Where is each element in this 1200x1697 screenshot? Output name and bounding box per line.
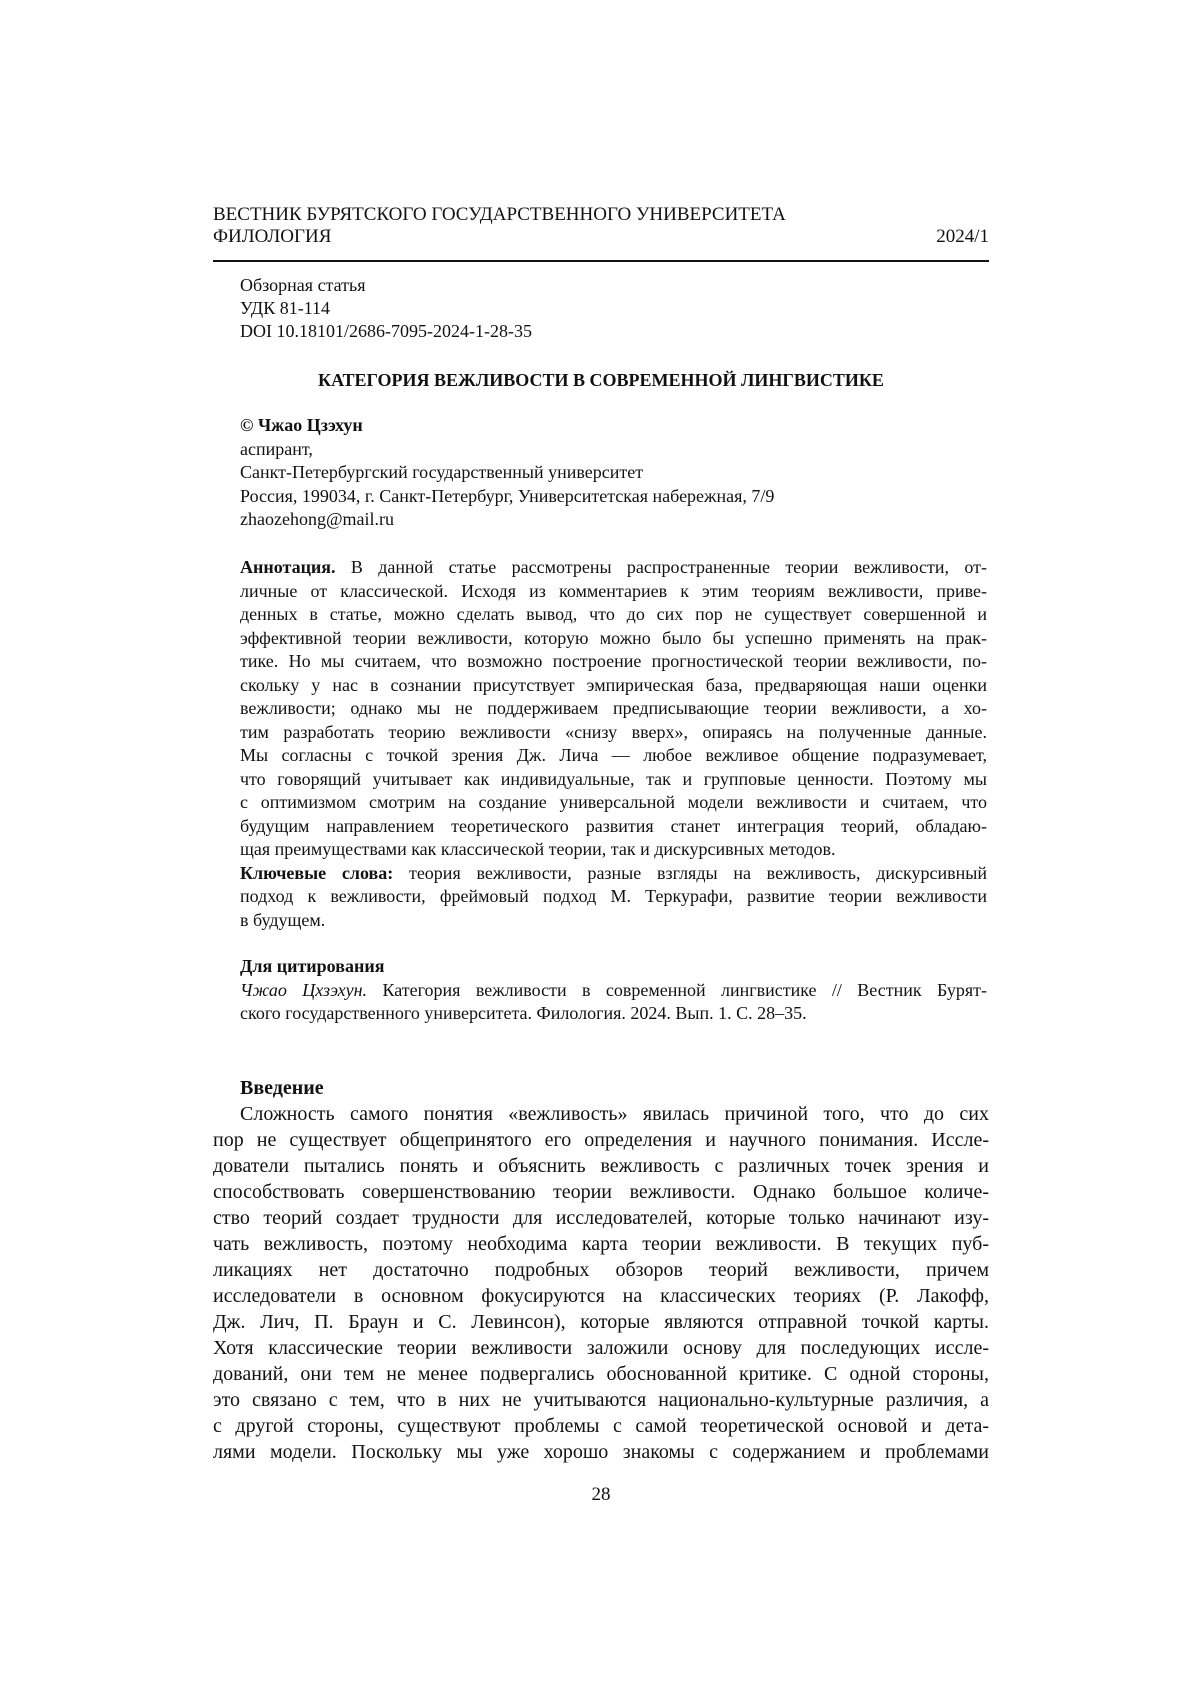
body-line: дователи пытались понять и объяснить вежливость с различных точек зрения и bbox=[213, 1153, 989, 1179]
abstract-line: вежливости; однако мы не поддерживаем предписывающие теории вежливости, а хо- bbox=[240, 697, 987, 721]
author-position: аспирант, bbox=[240, 438, 774, 462]
doi: DOI 10.18101/2686-7095-2024-1-28-35 bbox=[240, 320, 532, 343]
journal-page bbox=[0, 0, 1200, 1697]
body-line: лями модели. Поскольку мы уже хорошо знакомы с содержанием и проблемами bbox=[213, 1439, 989, 1465]
keywords-label: Ключевые слова: bbox=[240, 863, 393, 883]
abstract-line: скольку у нас в сознании присутствует эмпирическая база, предваряющая наши оценки bbox=[240, 674, 987, 698]
article-type: Обзорная статья bbox=[240, 274, 532, 297]
header-rule bbox=[213, 260, 989, 262]
body-line: способствовать совершенствованию теории вежливости. Однако большое количе- bbox=[213, 1179, 989, 1205]
author-address: Россия, 199034, г. Санкт-Петербург, Университетская набережная, 7/9 bbox=[240, 485, 774, 509]
citation-heading: Для цитирования bbox=[240, 955, 987, 979]
abstract-line: денных в статье, можно сделать вывод, что до сих пор не существует совершенной и bbox=[240, 603, 987, 627]
keywords-line: подход к вежливости, фреймовый подход М. Теркурафи, развитие теории вежливости bbox=[240, 885, 987, 909]
author-name: © Чжао Цзэхун bbox=[240, 414, 774, 438]
abstract-line: личные от классической. Исходя из комментариев к этим теориям вежливости, приве- bbox=[240, 580, 987, 604]
body-line: ство теорий создает трудности для исследователей, которые только начинают изу- bbox=[213, 1205, 989, 1231]
abstract-line: эффективной теории вежливости, которую можно было бы успешно применять на прак- bbox=[240, 627, 987, 651]
abstract-line: что говорящий учитывает как индивидуальные, так и групповые ценности. Поэтому мы bbox=[240, 768, 987, 792]
abstract-line: с оптимизмом смотрим на создание универсальной модели вежливости и считаем, что bbox=[240, 791, 987, 815]
citation-line: ского государственного университета. Филология. 2024. Вып. 1. С. 28–35. bbox=[240, 1002, 987, 1026]
citation-author: Чжао Цхзэхун. bbox=[240, 980, 367, 1000]
introduction-section bbox=[213, 1075, 989, 1465]
abstract-label: Аннотация. bbox=[240, 557, 336, 577]
running-head bbox=[213, 204, 989, 248]
author-block bbox=[240, 414, 774, 532]
author-email[interactable]: zhaozehong@mail.ru bbox=[240, 508, 774, 532]
body-line: с другой стороны, существуют проблемы с самой теоретической основой и дета- bbox=[213, 1413, 989, 1439]
article-meta bbox=[240, 274, 532, 343]
body-line: ликациях нет достаточно подробных обзоров теорий вежливости, причем bbox=[213, 1257, 989, 1283]
abstract-line: будущим направлением теоретического развития станет интеграция теорий, обладаю- bbox=[240, 815, 987, 839]
issue-number: 2024/1 bbox=[936, 226, 989, 248]
body-line: Хотя классические теории вежливости заложили основу для последующих иссле- bbox=[213, 1335, 989, 1361]
citation-line: Чжао Цхзэхун. Категория вежливости в современной лингвистике // Вестник Бурят- bbox=[240, 979, 987, 1003]
abstract-block bbox=[240, 556, 987, 932]
abstract-line: Аннотация. В данной статье рассмотрены распространенные теории вежливости, от- bbox=[240, 556, 987, 580]
abstract-line: тике. Но мы считаем, что возможно построение прогностической теории вежливости, по- bbox=[240, 650, 987, 674]
body-line: исследователи в основном фокусируются на классических теориях (Р. Лакофф, bbox=[213, 1283, 989, 1309]
abstract-line: щая преимуществами как классической теории, так и дискурсивных методов. bbox=[240, 838, 987, 862]
body-line: чать вежливость, поэтому необходима карта теории вежливости. В текущих пуб- bbox=[213, 1231, 989, 1257]
body-line: дований, они тем не менее подвергались обоснованной критике. С одной стороны, bbox=[213, 1361, 989, 1387]
article-title: КАТЕГОРИЯ ВЕЖЛИВОСТИ В СОВРЕМЕННОЙ ЛИНГВИСТИКЕ bbox=[213, 369, 989, 391]
intro-heading: Введение bbox=[213, 1075, 989, 1101]
abstract-line: тим разработать теорию вежливости «снизу вверх», опираясь на полученные данные. bbox=[240, 721, 987, 745]
journal-section: ФИЛОЛОГИЯ bbox=[213, 226, 331, 248]
udc-code: УДК 81-114 bbox=[240, 297, 532, 320]
abstract-line: Мы согласны с точкой зрения Дж. Лича — любое вежливое общение подразумевает, bbox=[240, 744, 987, 768]
body-line: пор не существует общепринятого его определения и научного понимания. Иссле- bbox=[213, 1127, 989, 1153]
body-line: это связано с тем, что в них не учитываются национально-культурные различия, а bbox=[213, 1387, 989, 1413]
keywords-line: в будущем. bbox=[240, 909, 987, 933]
page-number: 28 bbox=[213, 1484, 989, 1506]
body-line: Сложность самого понятия «вежливость» явилась причиной того, что до сих bbox=[213, 1101, 989, 1127]
journal-name: ВЕСТНИК БУРЯТСКОГО ГОСУДАРСТВЕННОГО УНИВЕРСИТЕТА bbox=[213, 204, 786, 226]
author-affiliation: Санкт-Петербургский государственный университет bbox=[240, 461, 774, 485]
body-line: Дж. Лич, П. Браун и С. Левинсон), которые являются отправной точкой карты. bbox=[213, 1309, 989, 1335]
keywords-line: Ключевые слова: теория вежливости, разные взгляды на вежливость, дискурсивный bbox=[240, 862, 987, 886]
citation-block bbox=[240, 955, 987, 1026]
